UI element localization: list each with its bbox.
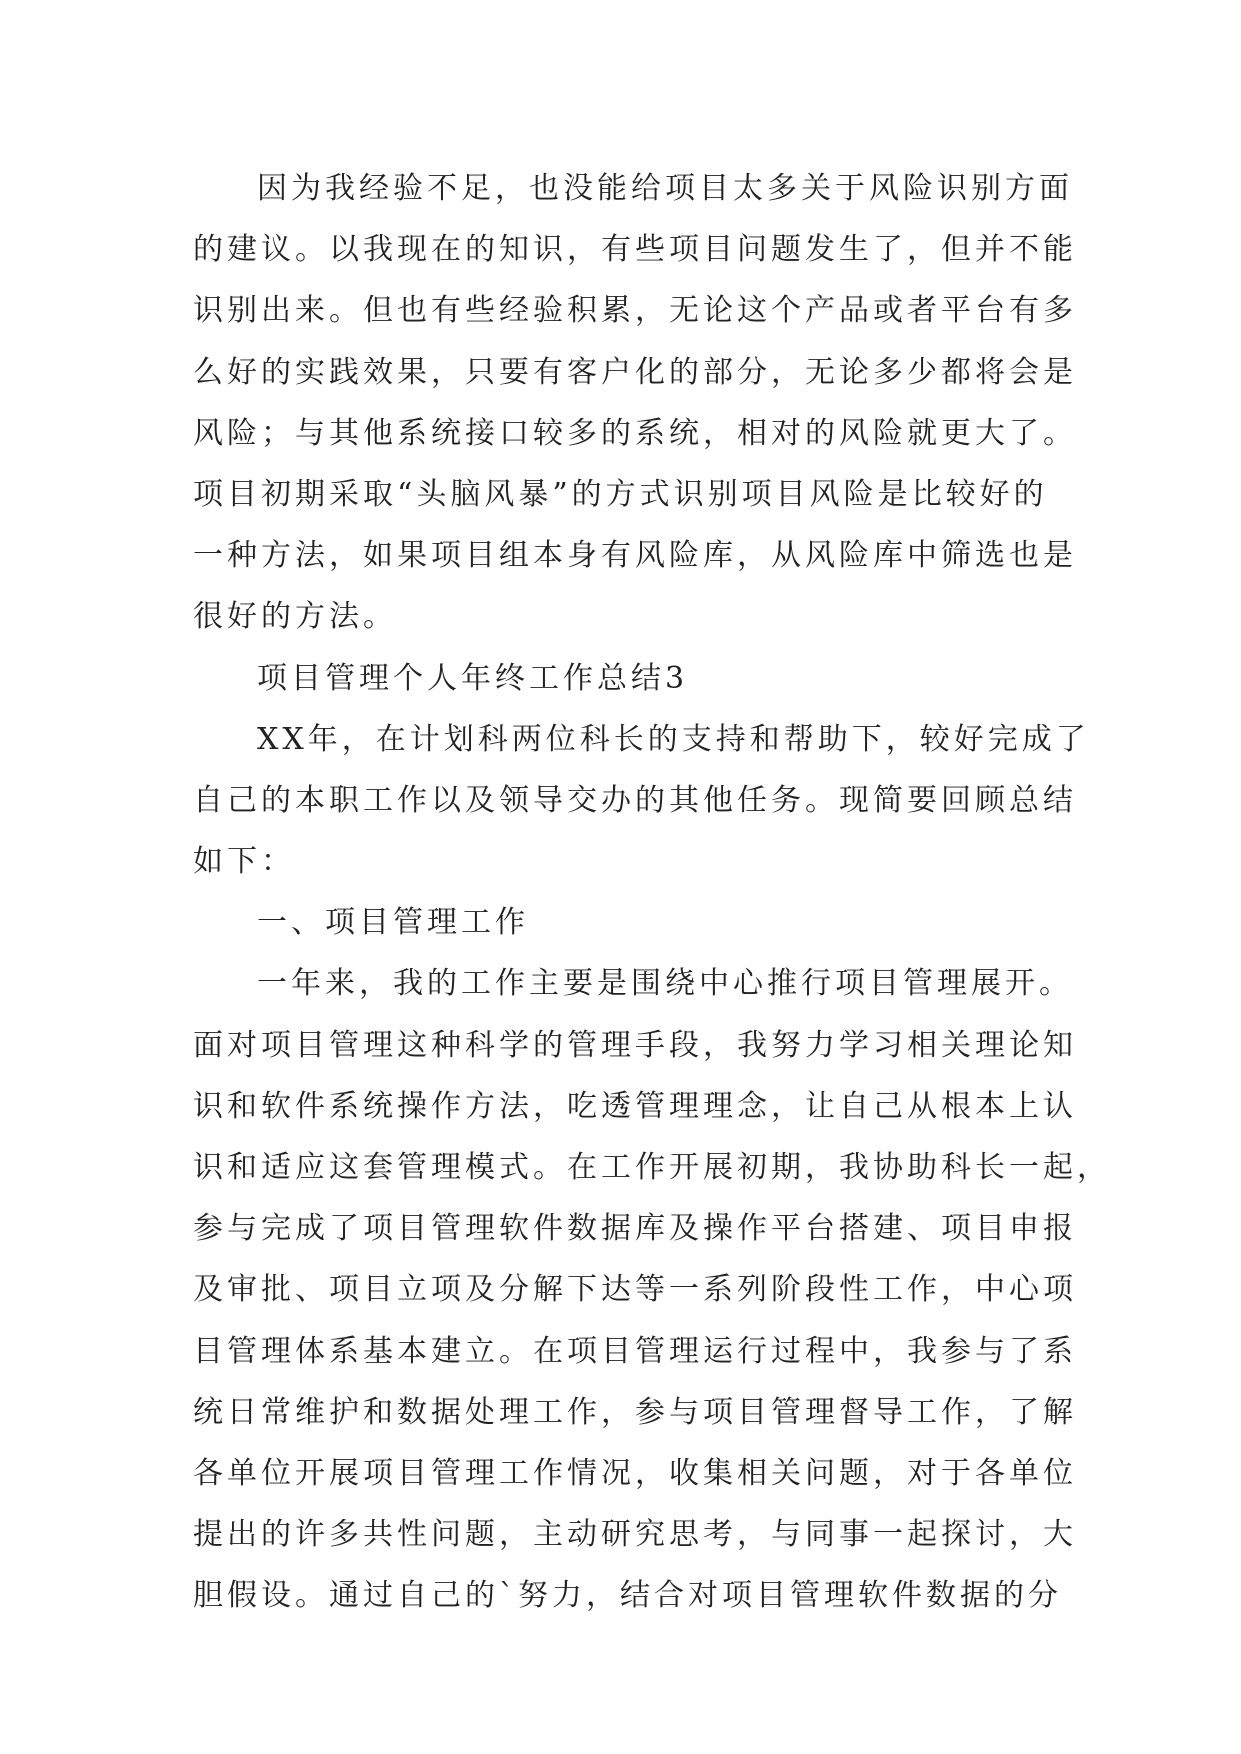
section-title: 项目管理个人年终工作总结3 bbox=[257, 660, 689, 696]
paragraph-line: 一年来，我的工作主要是围绕中心推行项目管理展开。 bbox=[257, 966, 1073, 1002]
paragraph-line: 参与完成了项目管理软件数据库及操作平台搭建、项目申报 bbox=[193, 1211, 1077, 1247]
paragraph-line: 识和软件系统操作方法，吃透管理理念，让自己从根本上认 bbox=[193, 1088, 1077, 1124]
paragraph-line: 识别出来。但也有些经验积累，无论这个产品或者平台有多 bbox=[193, 293, 1077, 329]
paragraph-line: 面对项目管理这种科学的管理手段，我努力学习相关理论知 bbox=[193, 1027, 1077, 1063]
paragraph-line: 因为我经验不足，也没能给项目太多关于风险识别方面 bbox=[257, 171, 1073, 206]
document-body bbox=[193, 158, 1111, 1627]
paragraph-line: 统日常维护和数据处理工作，参与项目管理督导工作，了解 bbox=[193, 1394, 1077, 1430]
paragraph-line: 项目初期采取“头脑风暴”的方式识别项目风险是比较好的 bbox=[193, 476, 1048, 512]
paragraph-line: 风险；与其他系统接口较多的系统，相对的风险就更大了。 bbox=[193, 415, 1077, 451]
paragraph-line: 提出的许多共性问题，主动研究思考，与同事一起探讨，大 bbox=[193, 1517, 1077, 1553]
paragraph-line: 么好的实践效果，只要有客户化的部分，无论多少都将会是 bbox=[193, 354, 1077, 390]
paragraph-line: 胆假设。通过自己的`努力，结合对项目管理软件数据的分 bbox=[193, 1578, 1062, 1614]
paragraph-line: 自己的本职工作以及领导交办的其他任务。现简要回顾总结 bbox=[193, 782, 1077, 818]
paragraph-line: 及审批、项目立项及分解下达等一系列阶段性工作，中心项 bbox=[193, 1272, 1077, 1308]
paragraph-line: 很好的方法。 bbox=[193, 599, 397, 635]
section-heading: 一、项目管理工作 bbox=[257, 905, 529, 941]
paragraph-line: 目管理体系基本建立。在项目管理运行过程中，我参与了系 bbox=[193, 1333, 1077, 1369]
paragraph-line: 各单位开展项目管理工作情况，收集相关问题，对于各单位 bbox=[193, 1455, 1077, 1491]
paragraph-line: 识和适应这套管理模式。在工作开展初期，我协助科长一起， bbox=[193, 1150, 1111, 1185]
paragraph-line: 的建议。以我现在的知识，有些项目问题发生了，但并不能 bbox=[193, 232, 1077, 268]
paragraph-line: XX年，在计划科两位科长的支持和帮助下，较好完成了 bbox=[257, 721, 1090, 757]
paragraph-line: 如下： bbox=[193, 844, 295, 880]
paragraph-line: 一种方法，如果项目组本身有风险库，从风险库中筛选也是 bbox=[193, 538, 1077, 574]
